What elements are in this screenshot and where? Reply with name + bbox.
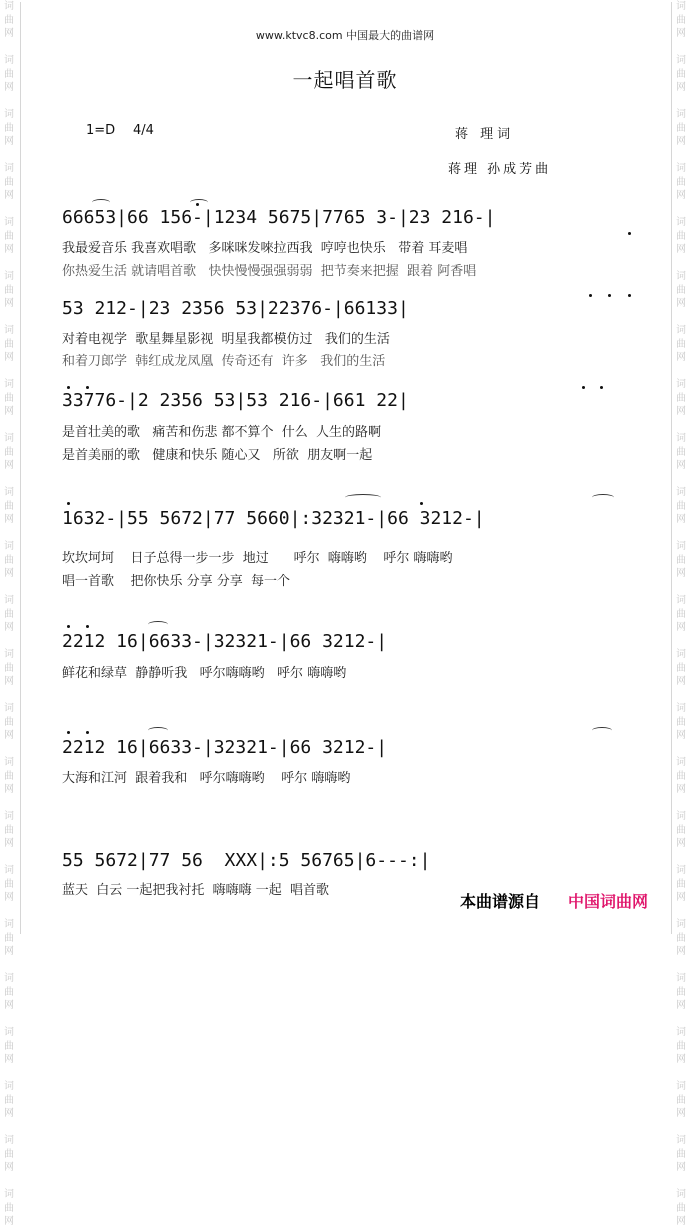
lyricist: 蒋 理词 bbox=[455, 127, 515, 142]
lyrics-row-5a: 鲜花和绿草 静静听我 呼尔嗨嗨哟 呼尔 嗨嗨哟 bbox=[62, 666, 347, 681]
octave-dot bbox=[86, 386, 89, 389]
octave-dot bbox=[608, 294, 611, 297]
octave-dot bbox=[628, 232, 631, 235]
notation-row-3: 33776-|2 2356 53|53 216-|661 22| bbox=[62, 390, 409, 411]
slur-mark bbox=[92, 199, 110, 206]
octave-dot bbox=[67, 625, 70, 628]
notation-row-2: 53 212-|23 2356 53|22376-|66133| bbox=[62, 298, 409, 319]
notation-row-7: 55 5672|77 56 XXX|:5 56765|6---:| bbox=[62, 850, 431, 871]
time-signature: 4/4 bbox=[133, 123, 154, 138]
lyrics-row-2a: 对着电视学 歌星舞星影视 明星我都模仿过 我们的生活 bbox=[62, 332, 390, 347]
lyrics-row-2b: 和着刀郎学 韩红成龙凤凰 传奇还有 许多 我们的生活 bbox=[62, 354, 386, 369]
lyrics-row-4a: 坎坎坷坷 日子总得一步一步 地过 呼尔 嗨嗨哟 呼尔 嗨嗨哟 bbox=[62, 551, 453, 566]
key-signature: 1=D bbox=[86, 123, 116, 138]
slur-mark bbox=[190, 199, 208, 206]
site-name: 中国最大的曲谱网 bbox=[346, 29, 435, 42]
notation-row-6: 2212 16|6633-|32321-|66 3212-| bbox=[62, 737, 388, 758]
octave-dot bbox=[86, 731, 89, 734]
lyrics-row-3b: 是首美丽的歌 健康和快乐 随心又 所欲 朋友啊一起 bbox=[62, 448, 373, 463]
site-header bbox=[0, 27, 690, 43]
side-watermark-right: 词 曲 网 词 曲 网 词 曲 网 词 曲 网 词 曲 网 词 曲 网 词 曲 网 词 曲 网 词 曲 网 词 曲 网 词 曲 网 词 曲 网 词 曲 网 词 曲 网 词 曲 网 词 曲 网 词 曲 网 词 曲 网 词 曲 网 词 曲 网 词 曲 网 词 曲 网 词 曲 网 bbox=[676, 1, 686, 1227]
brand-logo[interactable]: 中国词曲网 bbox=[568, 892, 649, 911]
octave-dot bbox=[196, 203, 199, 206]
slur-mark bbox=[592, 727, 612, 734]
notation-row-4: 1632-|55 5672|77 5660|:32321-|66 3212-| bbox=[62, 508, 485, 529]
octave-dot bbox=[589, 294, 592, 297]
side-watermark-left: 词 曲 网 词 曲 网 词 曲 网 词 曲 网 词 曲 网 词 曲 网 词 曲 网 词 曲 网 词 曲 网 词 曲 网 词 曲 网 词 曲 网 词 曲 网 词 曲 网 词 曲 网 词 曲 网 词 曲 网 词 曲 网 词 曲 网 词 曲 网 词 曲 网 词 曲 网 词 曲 网 bbox=[4, 1, 14, 1227]
lyrics-row-6a: 大海和江河 跟着我和 呼尔嗨嗨哟 呼尔 嗨嗨哟 bbox=[62, 771, 351, 786]
slur-mark bbox=[148, 621, 168, 628]
octave-dot bbox=[67, 386, 70, 389]
octave-dot bbox=[67, 502, 70, 505]
lyrics-row-7a: 蓝天 白云 一起把我衬托 嗨嗨嗨 一起 唱首歌 bbox=[62, 883, 330, 898]
octave-dot bbox=[86, 625, 89, 628]
song-title: 一起唱首歌 bbox=[292, 68, 398, 92]
page-frame bbox=[20, 2, 672, 934]
slur-mark bbox=[148, 727, 168, 734]
lyrics-row-1b: 你热爱生活 就请唱首歌 快快慢慢强强弱弱 把节奏来把握 跟着 阿香唱 bbox=[62, 264, 477, 279]
site-url[interactable]: www.ktvc8.com bbox=[255, 29, 343, 42]
octave-dot bbox=[582, 386, 585, 389]
octave-dot bbox=[420, 502, 423, 505]
slur-mark bbox=[592, 494, 614, 501]
notation-row-5: 2212 16|6633-|32321-|66 3212-| bbox=[62, 631, 388, 652]
composer: 蒋理 孙成芳曲 bbox=[448, 162, 552, 177]
source-note: 本曲谱源自 bbox=[460, 892, 541, 911]
lyrics-row-3a: 是首壮美的歌 痛苦和伤悲 都不算个 什么 人生的路啊 bbox=[62, 425, 382, 440]
notation-row-1: 66653|66 156-|1234 5675|7765 3-|23 216-| bbox=[62, 207, 496, 228]
lyrics-row-1a: 我最爱音乐 我喜欢唱歌 多咪咪发唻拉西我 哼哼也快乐 带着 耳麦唱 bbox=[62, 241, 468, 256]
octave-dot bbox=[628, 294, 631, 297]
octave-dot bbox=[67, 731, 70, 734]
slur-mark bbox=[345, 494, 381, 501]
octave-dot bbox=[600, 386, 603, 389]
lyrics-row-4b: 唱一首歌 把你快乐 分享 分享 每一个 bbox=[62, 574, 291, 589]
